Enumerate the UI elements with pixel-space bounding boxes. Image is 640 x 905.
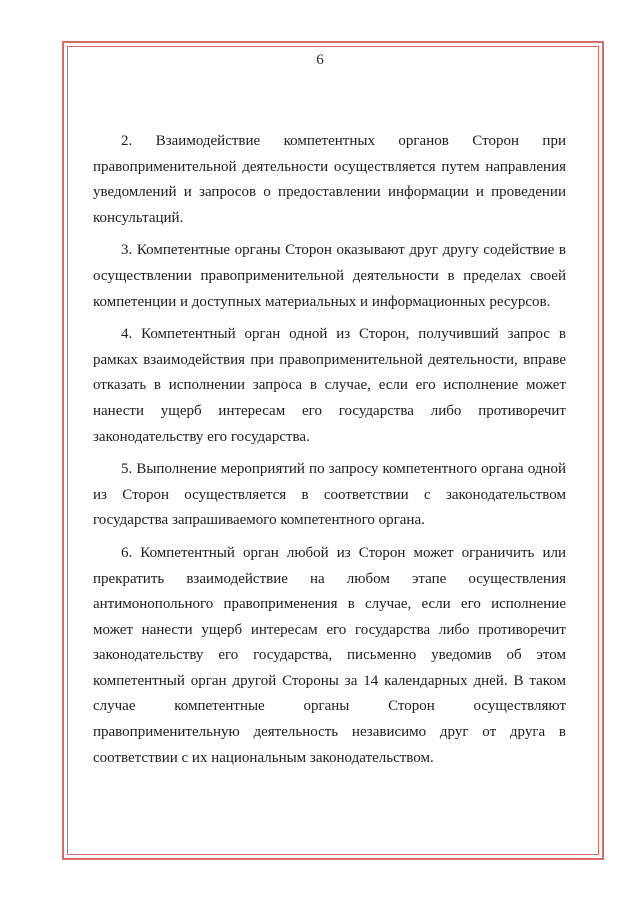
paragraph-6: 6. Компетентный орган любой из Сторон может ограничить или прекратить взаимодействие на любом этапе осуществления антимонопольного правоприменения в случае, если его исполнение может нанести ущерб интересам его государства либо противоречит законодательству его государства, письменно уведомив об этом компетентный орган другой Стороны за 14 календарных дней. В таком случае компетентные органы Сторон осуществляют правоприменительную деятельность независимо друг от друга в соответствии с их национальным законодательством. [93,544,566,766]
page-number: 6 [316,52,324,68]
document-body [93,129,566,778]
paragraph-5: 5. Выполнение мероприятий по запросу компетентного органа одной из Сторон осуществляется в соответствии с законодательством государства запрашиваемого компетентного органа. [93,461,566,529]
paragraph-4: 4. Компетентный орган одной из Сторон, получивший запрос в рамках взаимодействия при правоприменительной деятельности, вправе отказать в исполнении запроса в случае, если его исполнение может нанести ущерб интересам его государства либо противоречит законодательству его государства. [93,326,566,445]
paragraph-3: 3. Компетентные органы Сторон оказывают друг другу содействие в осуществлении правоприменительной деятельности в пределах своей компетенции и доступных материальных и информационных ресурсов. [93,242,566,310]
paragraph-2: 2. Взаимодействие компетентных органов Сторон при правоприменительной деятельности осуществляется путем направления уведомлений и запросов о предоставлении информации и проведении консультаций. [93,133,566,226]
